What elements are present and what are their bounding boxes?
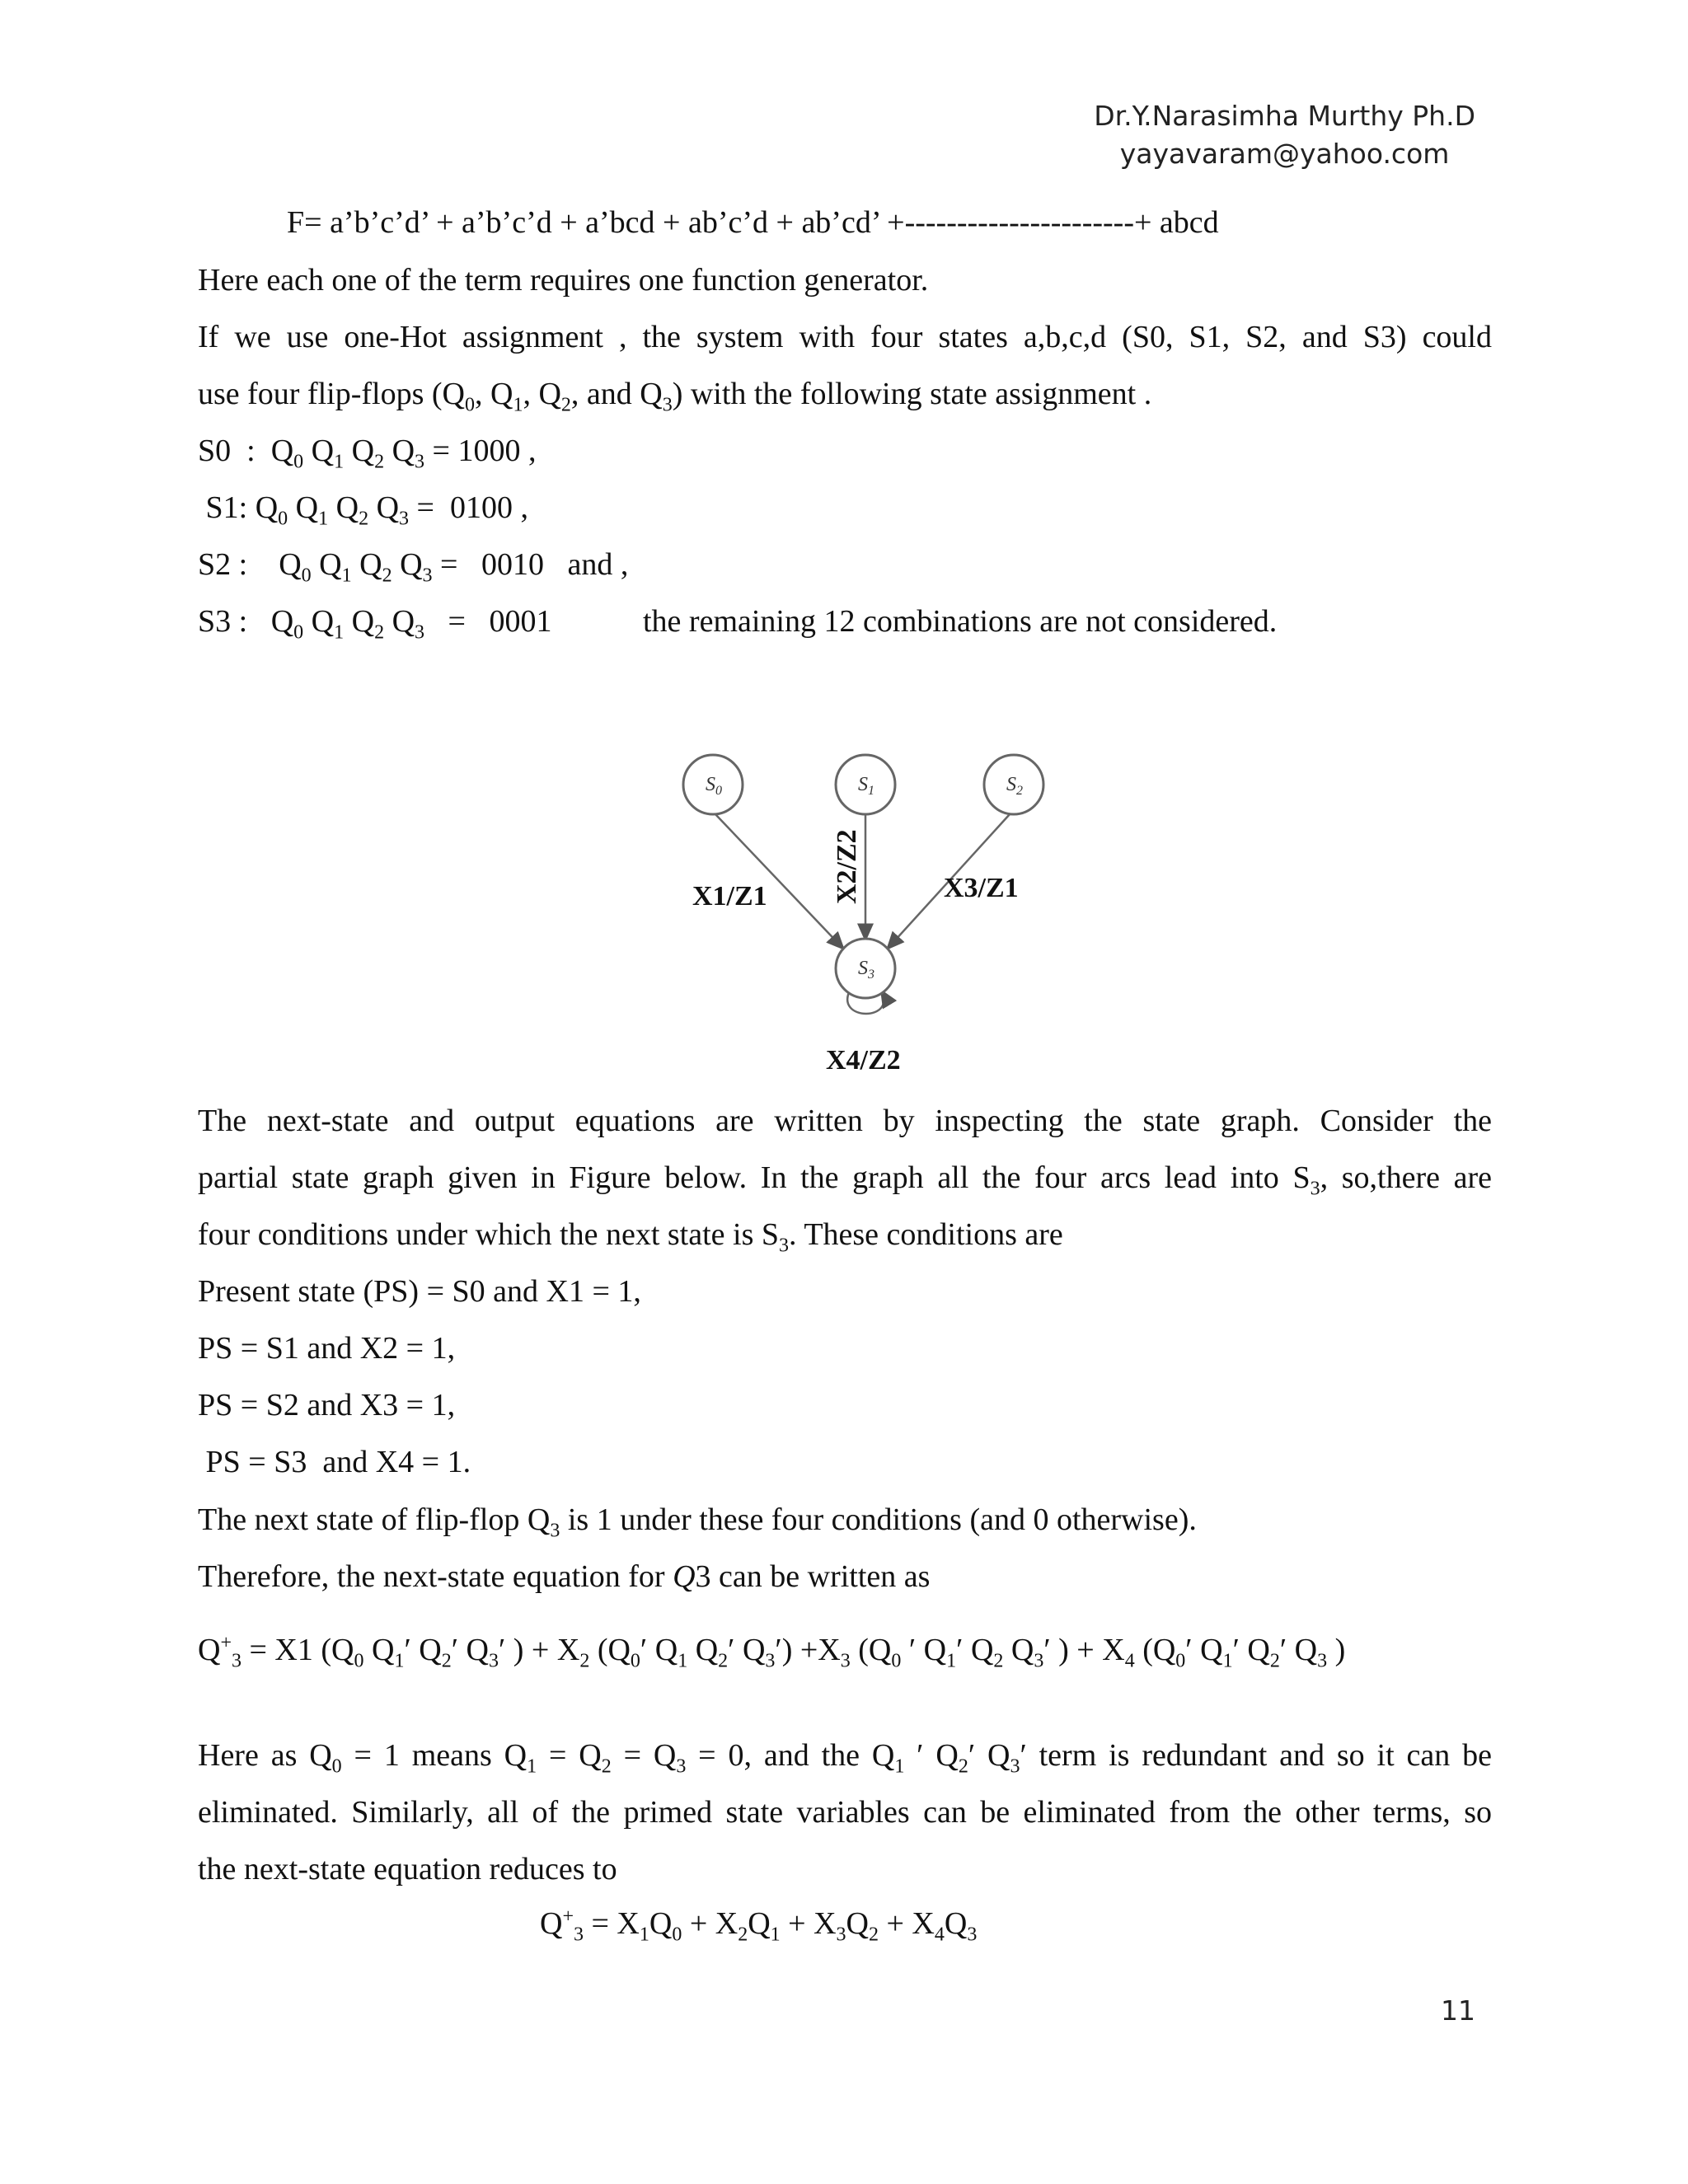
state-s3 (836, 939, 895, 998)
state-s2 (984, 755, 1043, 814)
svg-text:S1: $S_1$ (858, 774, 874, 798)
paragraph-redundant-line2: eliminated. Similarly, all of the primed state variables can be eliminated from the other terms, so (198, 1795, 1492, 1830)
next-state-equation-full: $Q^+_3 = X1$ ($Q_0$ $Q_1'$ $Q_2'$ $Q_3'$ ) + $X_2$ ($Q_0'$ $Q_1$ $Q_2'$ $Q_3') +X_3$ ($Q_0$ ′ $Q_1'$ $Q_2$ $Q_3'$ ) + $X_4$ ($Q_0'$ $Q_1'$ $Q_2'$ $Q_3$ ) (198, 1632, 1346, 1672)
paragraph-one-hot-line2: use four flip-flops ($Q_0$, $Q_1$, $Q_2$, and $Q_3$) with the following state assignment . (198, 377, 1152, 416)
assignment-note: the remaining 12 combinations are not considered. (643, 604, 1278, 639)
page-number: 11 (1441, 1994, 1475, 2027)
author-name: Dr.Y.Narasimha Murthy Ph.D (1094, 100, 1475, 132)
assignment-s3: S3 : $Q_0$ $Q_1$ $Q_2$ $Q_3 = 0001$ (198, 604, 552, 644)
condition-2: PS = S1 and X2 = 1, (198, 1331, 456, 1366)
arc-label-x3-z1: X3/Z1 (944, 873, 1019, 903)
paragraph-next-state-line2: partial state graph given in Figure below. In the graph all the four arcs lead into $S_3$, so,there are (198, 1160, 1492, 1200)
arc-label-x2-z2: X2/Z2 (832, 829, 862, 904)
paragraph-one-hot-line1: If we use one-Hot assignment , the system with four states a,b,c,d (S0, S1, S2, and S3) could (198, 320, 1492, 354)
state-s0 (683, 755, 743, 814)
svg-text:S0: $S_0$ (706, 774, 722, 798)
state-graph-diagram (668, 738, 1063, 1100)
paragraph-redundant-line1: Here as $Q_0 = 1$ means $Q_1 = Q_2 = Q_3 = 0$, and the $Q_1$ ′ $Q_2'$ $Q_3'$ term is redundant and so it can be (198, 1738, 1492, 1778)
arc-label-x1-z1: X1/Z1 (692, 881, 767, 912)
paragraph-next-state-line3: four conditions under which the next state is $S_3$. These conditions are (198, 1217, 1063, 1257)
assignment-s0: S0 : $Q_0$ $Q_1$ $Q_2$ $Q_3 = 1000$ , (198, 434, 537, 473)
next-state-equation-reduced: $Q^+_3 = X_1Q_0 + X_2Q_1 + X_3Q_2 + X_4Q_3$ (540, 1905, 978, 1946)
arc-label-x4-z2: X4/Z2 (826, 1045, 901, 1076)
condition-4: PS = S3 and X4 = 1. (198, 1445, 471, 1479)
paragraph-redundant-line3: the next-state equation reduces to (198, 1852, 617, 1886)
svg-text:S2: $S_2$ (1006, 774, 1023, 798)
function-equation: F= a’b’c’d’ + a’b’c’d + a’bcd + ab’c’d + ab’cd’ +----------------------+ abcd (287, 205, 1219, 240)
condition-1: Present state (PS) = S0 and X1 = 1, (198, 1274, 641, 1309)
condition-3: PS = S2 and X3 = 1, (198, 1388, 456, 1422)
assignment-s2: S2 : $Q_0$ $Q_1$ $Q_2$ $Q_3 = 0010$ and , (198, 547, 629, 587)
assignment-s1: S1: $Q_0$ $Q_1$ $Q_2$ $Q_3 = 0100$ , (198, 490, 528, 530)
state-s1 (836, 755, 895, 814)
paragraph-next-state-line1: The next-state and output equations are written by inspecting the state graph. Consider the (198, 1104, 1492, 1138)
page-header (1094, 97, 1475, 173)
paragraph-therefore: Therefore, the next-state equation for Q3 can be written as (198, 1559, 931, 1594)
paragraph-function-generator: Here each one of the term requires one function generator. (198, 263, 929, 298)
paragraph-flip-flop-q3: The next state of flip-flop $Q_3$ is 1 under these four conditions (and 0 otherwise). (198, 1502, 1197, 1542)
author-email: yayavaram@yahoo.com (1119, 138, 1450, 170)
svg-text:S3: $S_3$ (858, 958, 874, 982)
